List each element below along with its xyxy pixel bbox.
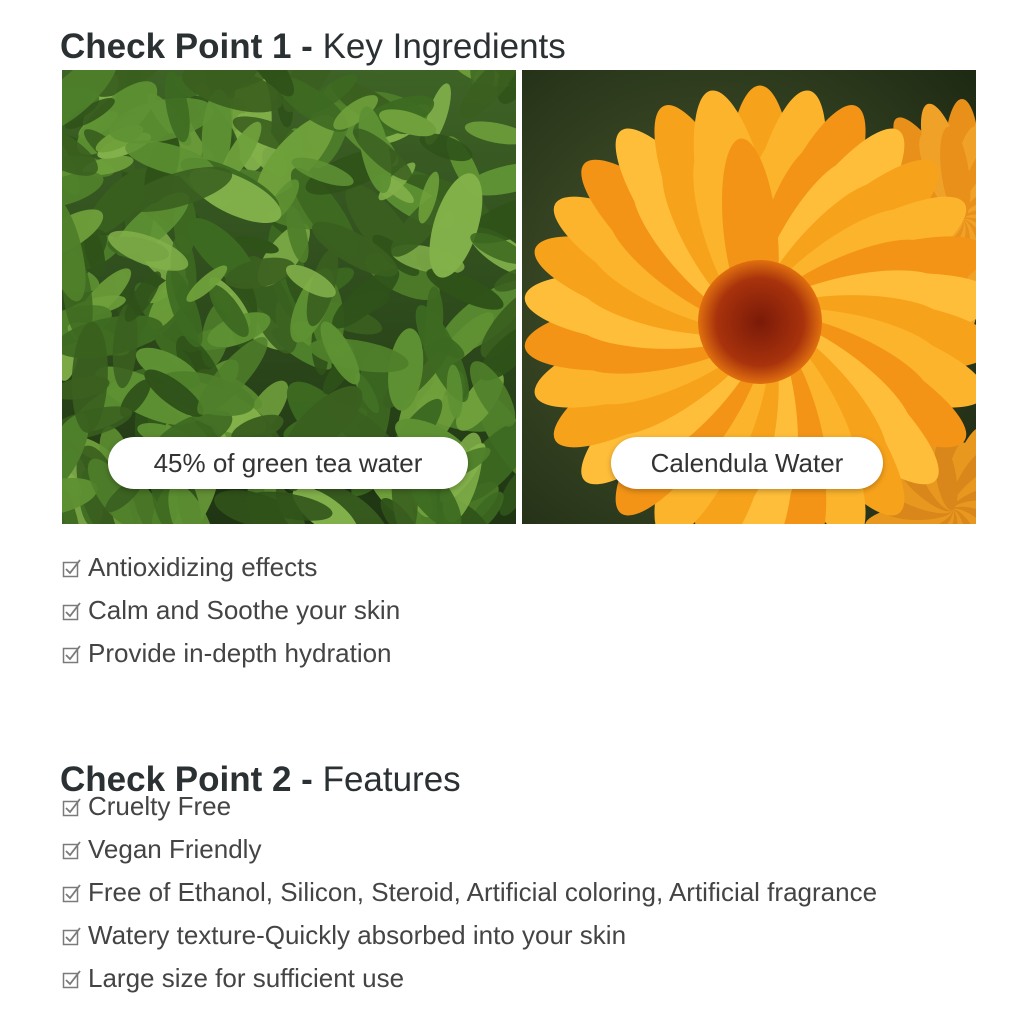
checkbox-checked-icon: [62, 840, 82, 860]
list-item: [62, 828, 877, 871]
checkbox-checked-icon: [62, 601, 82, 621]
checkbox-checked-icon: [62, 558, 82, 578]
feature-text: Free of Ethanol, Silicon, Steroid, Artificial coloring, Artificial fragrance: [88, 877, 878, 907]
section-1-heading-light: Key Ingredients: [322, 27, 566, 67]
list-item: [62, 914, 877, 957]
list-item: [62, 546, 400, 589]
checkbox-checked-icon: [62, 926, 82, 946]
checkbox-checked-icon: [62, 969, 82, 989]
benefit-text: Provide in-depth hydration: [88, 638, 392, 668]
checkbox-checked-icon: [62, 883, 82, 903]
benefits-list: [62, 546, 400, 675]
list-item: [62, 589, 400, 632]
section-1-heading-bold: Check Point 1 -: [60, 27, 323, 67]
green-tea-label: 45% of green tea water: [108, 437, 468, 489]
list-item: [62, 957, 877, 1000]
feature-text: Vegan Friendly: [88, 834, 262, 864]
feature-text: Large size for sufficient use: [88, 963, 405, 993]
checkbox-checked-icon: [62, 644, 82, 664]
section-2-heading-light: Features: [322, 760, 461, 800]
features-list: [62, 785, 877, 1000]
list-item: [62, 632, 400, 675]
checkbox-checked-icon: [62, 797, 82, 817]
section-2-heading-bold: Check Point 2 -: [60, 760, 323, 800]
list-item: [62, 871, 877, 914]
calendula-label: Calendula Water: [611, 437, 883, 489]
benefit-text: Calm and Soothe your skin: [88, 595, 401, 625]
feature-text: Watery texture-Quickly absorbed into your skin: [88, 920, 627, 950]
benefit-text: Antioxidizing effects: [88, 552, 318, 582]
list-item: [62, 785, 877, 828]
feature-text: Cruelty Free: [88, 791, 232, 821]
section-1-heading: [60, 27, 566, 67]
